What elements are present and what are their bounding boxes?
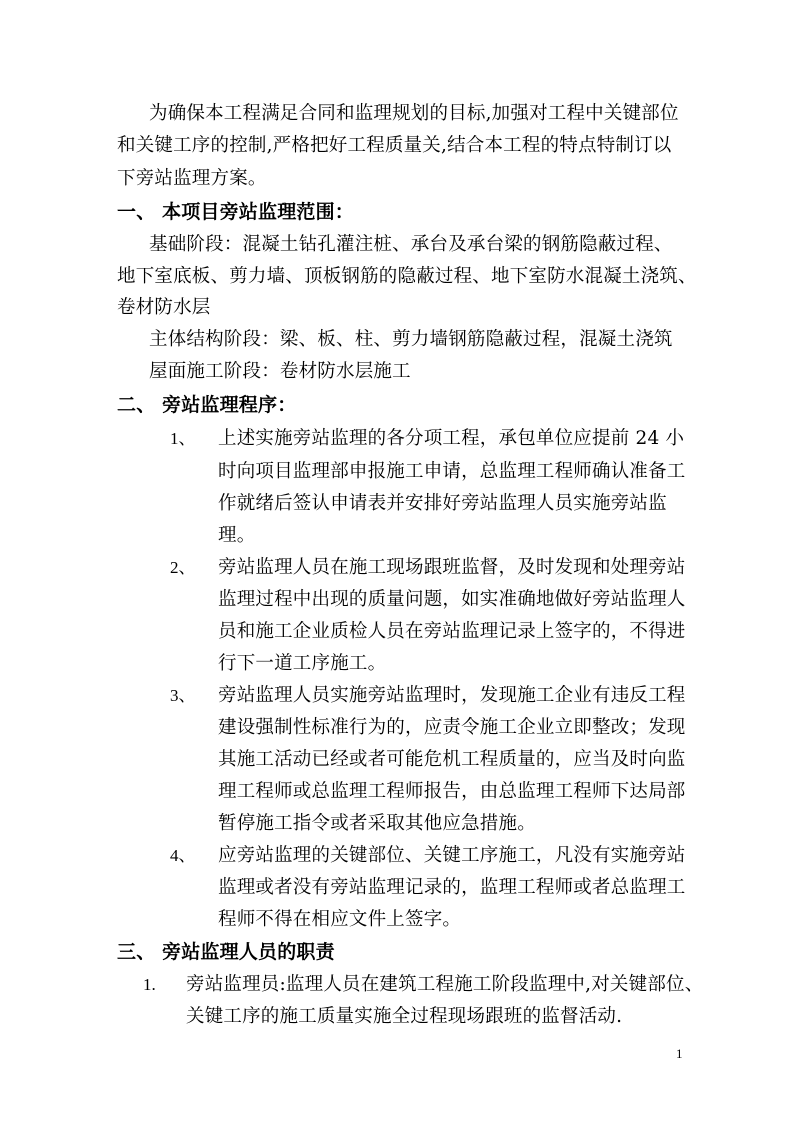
section2-item-1-line-2: 时向项目监理部申报施工申请，总监理工程师确认准备工 [218,461,686,482]
section2-number: 二、 [117,394,156,416]
section2-item-2-line-4: 行下一道工序施工。 [218,653,387,674]
section2-item-1-line-4: 理。 [218,525,256,546]
section1-title: 本项目旁站监理范围： [162,201,355,223]
section2-item-3-line-4: 理工程师或总监理工程师报告，由总监理工程师下达局部 [218,781,686,802]
section2-item-4-line-3: 程师不得在相应文件上签字。 [218,909,462,930]
section1-foundation-line-1: 基础阶段：混凝土钻孔灌注桩、承台及承台梁的钢筋隐蔽过程、 [149,234,673,255]
section2-item-3-line-3: 其施工活动已经或者可能危机工程质量的，应当及时向监 [218,749,686,770]
intro-line-3: 下旁站监理方案。 [117,168,267,189]
section2-item-4-line-2: 监理或者没有旁站监理记录的，监理工程师或者总监理工 [218,877,686,898]
section3-item-1-number: 1. [143,975,156,994]
section2-item-4-line-1: 应旁站监理的关键部位、关键工序施工，凡没有实施旁站 [218,845,686,866]
section2-item-3-number: 3、 [170,686,196,705]
section3-title: 旁站监理人员的职责 [162,941,335,963]
section2-item-1-line-3: 作就绪后签认申请表并安排好旁站监理人员实施旁站监 [218,493,667,514]
section2-item-3-line-5: 暂停施工指令或者采取其他应急措施。 [218,813,536,834]
section1-foundation-line-2: 地下室底板、剪力墙、顶板钢筋的隐蔽过程、地下室防水混凝土浇筑、 [117,266,697,287]
section1-structure: 主体结构阶段：梁、板、柱、剪力墙钢筋隐蔽过程，混凝土浇筑 [149,329,673,350]
page-number: 1 [676,1046,683,1061]
section2-item-2-number: 2、 [170,558,196,577]
section2-item-1-number: 1、 [170,429,196,448]
section2-item-1-line-1: 上述实施旁站监理的各分项工程，承包单位应提前 24 小 [218,428,685,449]
section1-roof: 屋面施工阶段：卷材防水层施工 [149,361,411,382]
intro-line-1: 为确保本工程满足合同和监理规划的目标,加强对工程中关键部位 [149,103,679,124]
intro-line-2: 和关键工序的控制,严格把好工程质量关,结合本工程的特点特制订以 [117,135,672,156]
section2-item-3-line-1: 旁站监理人员实施旁站监理时，发现施工企业有违反工程 [218,685,686,706]
section3-item-1-line-1: 旁站监理员:监理人员在建筑工程施工阶段监理中,对关键部位、 [186,974,704,995]
section2-title: 旁站监理程序： [162,394,297,416]
section2-item-2-line-2: 监理过程中出现的质量问题，如实准确地做好旁站监理人 [218,589,686,610]
section1-number: 一、 [117,201,156,223]
section2-item-2-line-3: 员和施工企业质检人员在旁站监理记录上签字的，不得进 [218,621,686,642]
section2-item-3-line-2: 建设强制性标准行为的，应责令施工企业立即整改；发现 [218,717,686,738]
section3-item-1-line-2: 关键工序的施工质量实施全过程现场跟班的监督活动. [186,1006,623,1027]
section2-item-2-line-1: 旁站监理人员在施工现场跟班监督，及时发现和处理旁站 [218,557,686,578]
section2-item-4-number: 4、 [170,846,196,865]
section3-number: 三、 [117,941,156,963]
section1-foundation-line-3: 卷材防水层 [117,297,211,318]
